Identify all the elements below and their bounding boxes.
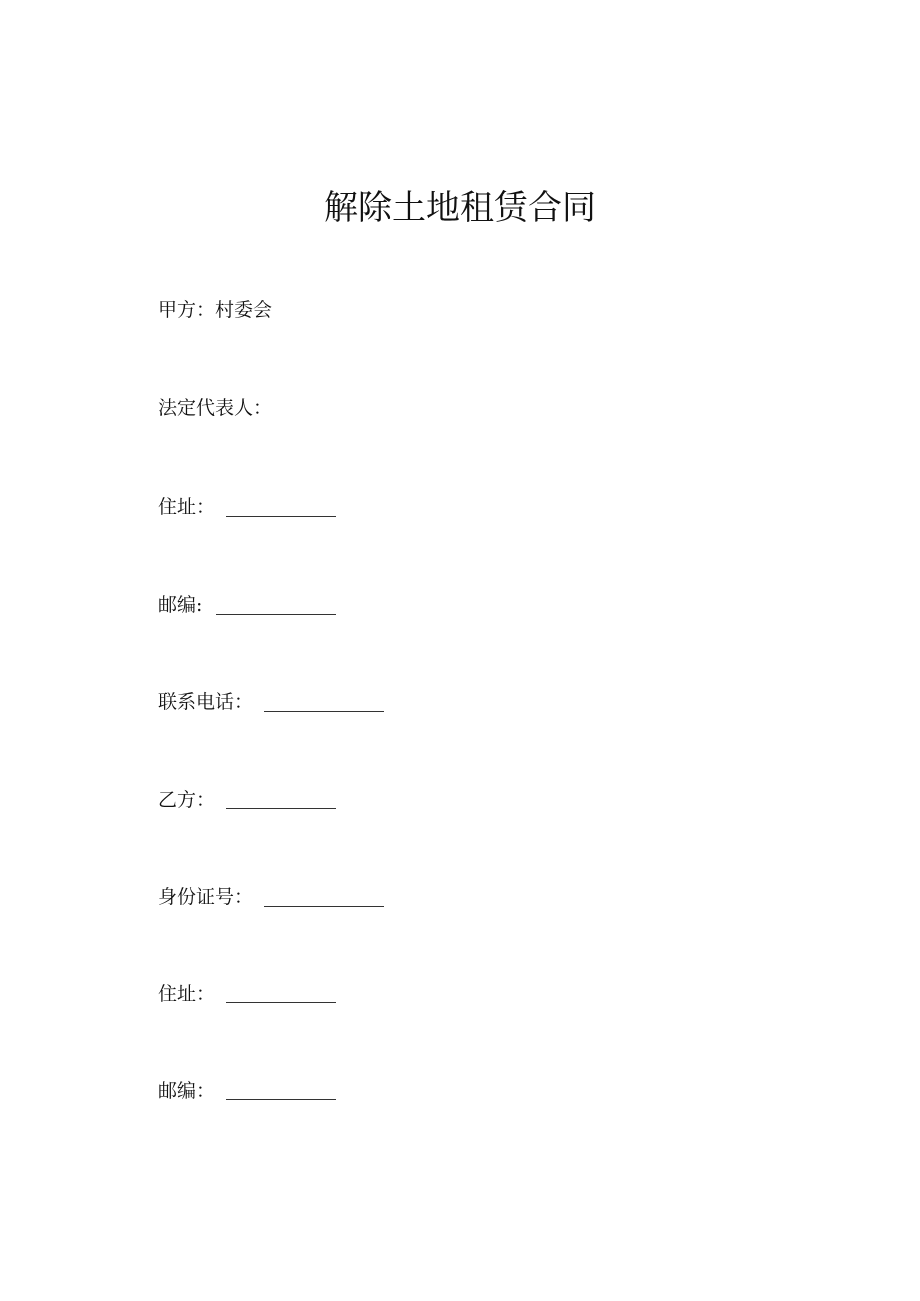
party-b-address-blank[interactable] <box>226 1002 336 1003</box>
party-b-postcode-line <box>158 1077 215 1105</box>
party-a-value: 村委会 <box>215 299 273 321</box>
legal-representative-label: 法定代表人： <box>158 397 273 419</box>
party-a-postcode-label: 邮编: <box>158 594 203 616</box>
legal-representative-line <box>158 394 272 422</box>
party-a-postcode-blank[interactable] <box>216 614 336 615</box>
id-number-line <box>158 883 253 911</box>
phone-blank[interactable] <box>264 711 384 712</box>
party-a-postcode-line <box>158 591 202 619</box>
party-a-label: 甲方： <box>158 299 216 321</box>
party-b-label: 乙方： <box>158 789 216 811</box>
party-b-postcode-label: 邮编： <box>158 1080 216 1102</box>
id-number-label: 身份证号： <box>158 886 254 908</box>
party-a-address-blank[interactable] <box>226 516 336 517</box>
id-number-blank[interactable] <box>264 906 384 907</box>
document-title: 解除土地租赁合同 <box>324 188 596 228</box>
party-b-line <box>158 786 215 814</box>
party-b-address-line <box>158 980 215 1008</box>
party-b-address-label: 住址： <box>158 983 216 1005</box>
party-a-address-label: 住址： <box>158 496 216 518</box>
party-b-blank[interactable] <box>226 808 336 809</box>
party-a-address-line <box>158 493 215 521</box>
party-b-postcode-blank[interactable] <box>226 1099 336 1100</box>
phone-label: 联系电话： <box>158 691 254 713</box>
phone-line <box>158 688 253 716</box>
party-a-line <box>158 296 272 324</box>
